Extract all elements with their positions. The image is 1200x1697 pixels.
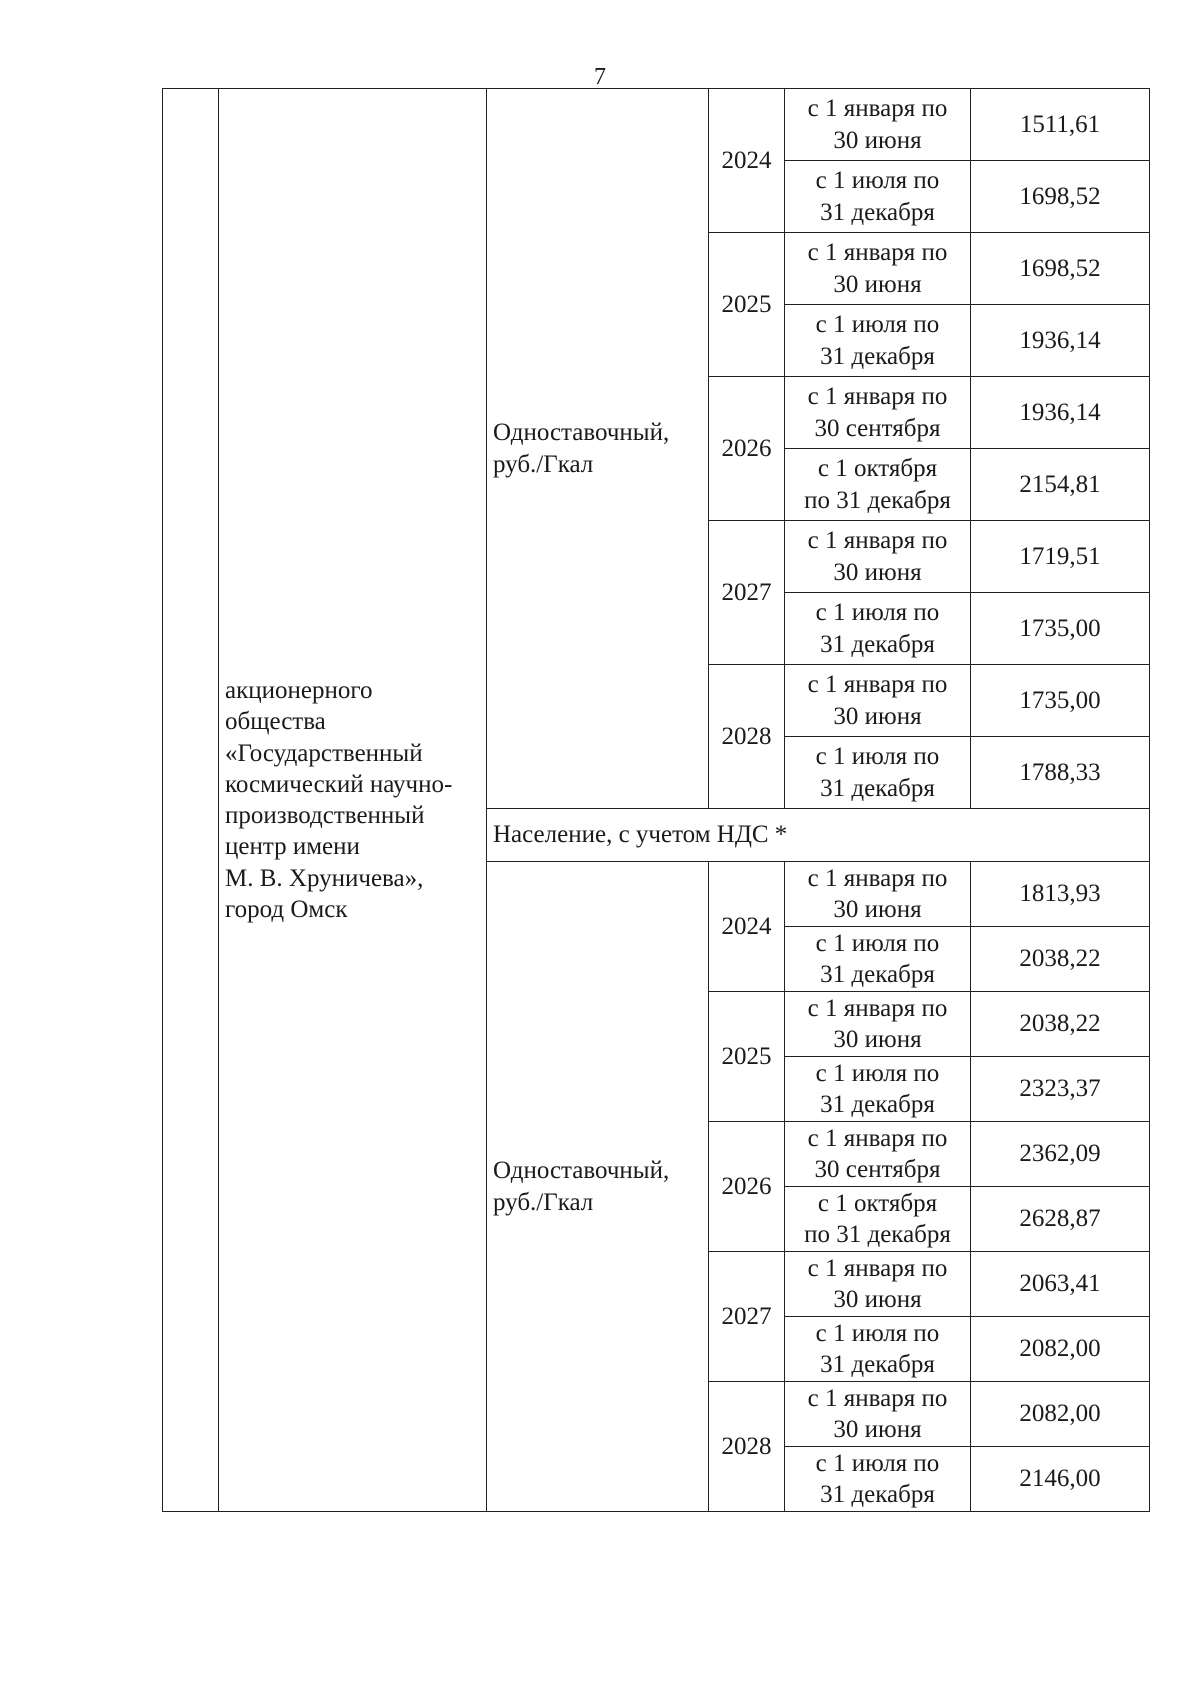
period-line: с 1 июля по <box>815 1319 940 1347</box>
period-line: 31 декабря <box>820 630 935 658</box>
section-title: Население, с учетом НДС * <box>487 809 1150 862</box>
organization-line: «Государственный <box>225 739 423 767</box>
period-cell <box>785 737 971 809</box>
organization-line: город Омск <box>225 895 348 923</box>
period-cell <box>785 233 971 305</box>
year-cell: 2024 <box>709 862 785 992</box>
period-cell <box>785 161 971 233</box>
tariff-value-cell: 2154,81 <box>971 449 1150 521</box>
organization-cell <box>219 89 487 1512</box>
period-line: с 1 января по <box>807 1384 948 1412</box>
tariff-table <box>162 88 1150 1512</box>
period-cell <box>785 1122 971 1187</box>
period-line: 31 декабря <box>820 1351 935 1378</box>
organization-line: космический научно- <box>225 770 453 798</box>
tariff-type-line: Одноставочный, <box>493 1157 670 1185</box>
period-cell <box>785 305 971 377</box>
period-cell <box>785 449 971 521</box>
period-cell <box>785 1057 971 1122</box>
tariff-type-cell <box>487 862 709 1512</box>
period-line: 31 декабря <box>820 342 935 370</box>
period-line: 30 июня <box>833 126 922 154</box>
page-number: 7 <box>594 64 606 90</box>
period-line: 30 июня <box>833 1026 922 1053</box>
period-cell <box>785 1447 971 1512</box>
period-line: с 1 июля по <box>815 599 940 627</box>
period-line: с 1 января по <box>807 239 948 267</box>
tariff-value-cell: 1936,14 <box>971 377 1150 449</box>
period-line: с 1 января по <box>807 527 948 555</box>
period-line: 31 декабря <box>820 198 935 226</box>
tariff-value-cell: 2063,41 <box>971 1252 1150 1317</box>
tariff-value-cell: 2038,22 <box>971 927 1150 992</box>
tariff-value-cell: 1511,61 <box>971 89 1150 161</box>
period-cell <box>785 862 971 927</box>
period-cell <box>785 1187 971 1252</box>
period-line: с 1 января по <box>807 1124 948 1152</box>
period-line: с 1 июля по <box>815 929 940 957</box>
period-cell <box>785 665 971 737</box>
tariff-table-body <box>163 89 1150 1512</box>
tariff-value-cell: 2323,37 <box>971 1057 1150 1122</box>
year-cell: 2027 <box>709 521 785 665</box>
period-line: 30 июня <box>833 1416 922 1443</box>
tariff-value-cell: 1719,51 <box>971 521 1150 593</box>
year-cell: 2026 <box>709 1122 785 1252</box>
tariff-type-line: руб./Гкал <box>493 450 594 478</box>
tariff-value-cell: 1936,14 <box>971 305 1150 377</box>
tariff-type-line: руб./Гкал <box>493 1188 594 1216</box>
period-cell <box>785 1382 971 1447</box>
period-line: 30 сентября <box>814 1156 941 1183</box>
period-cell <box>785 377 971 449</box>
period-line: с 1 октября <box>817 1189 938 1217</box>
table-row <box>163 89 1150 161</box>
period-line: 30 июня <box>833 896 922 923</box>
year-cell: 2028 <box>709 1382 785 1512</box>
period-line: с 1 января по <box>807 383 948 411</box>
tariff-type-line: Одноставочный, <box>493 419 670 447</box>
organization-line: общества <box>225 708 326 736</box>
period-line: 31 декабря <box>820 774 935 802</box>
period-line: с 1 января по <box>807 994 948 1022</box>
organization-line: М. В. Хруничева», <box>225 864 424 892</box>
period-cell <box>785 992 971 1057</box>
period-line: по 31 декабря <box>804 1221 951 1248</box>
tariff-value-cell: 2082,00 <box>971 1382 1150 1447</box>
period-line: по 31 декабря <box>804 486 951 514</box>
organization-line: центр имени <box>225 833 360 861</box>
period-line: 30 июня <box>833 702 922 730</box>
tariff-value-cell: 1698,52 <box>971 233 1150 305</box>
year-cell: 2025 <box>709 992 785 1122</box>
row-number-cell <box>163 89 219 1512</box>
organization-line: производственный <box>225 802 425 829</box>
year-cell: 2027 <box>709 1252 785 1382</box>
period-line: с 1 января по <box>807 864 948 892</box>
period-line: с 1 июля по <box>815 167 940 195</box>
period-line: с 1 июля по <box>815 1059 940 1087</box>
tariff-value-cell: 1788,33 <box>971 737 1150 809</box>
period-cell <box>785 89 971 161</box>
period-cell <box>785 521 971 593</box>
period-cell <box>785 1317 971 1382</box>
year-cell: 2024 <box>709 89 785 233</box>
year-cell: 2026 <box>709 377 785 521</box>
period-line: с 1 января по <box>807 671 948 699</box>
period-cell <box>785 927 971 992</box>
period-line: 30 июня <box>833 270 922 298</box>
organization-line: акционерного <box>225 677 373 704</box>
period-line: 30 июня <box>833 1286 922 1313</box>
tariff-value-cell: 1735,00 <box>971 593 1150 665</box>
tariff-value-cell: 2146,00 <box>971 1447 1150 1512</box>
period-line: 30 июня <box>833 558 922 586</box>
period-line: с 1 января по <box>807 95 948 123</box>
tariff-value-cell: 1735,00 <box>971 665 1150 737</box>
period-line: с 1 января по <box>807 1254 948 1282</box>
period-line: с 1 июля по <box>815 311 940 339</box>
period-cell <box>785 593 971 665</box>
tariff-value-cell: 1698,52 <box>971 161 1150 233</box>
period-line: с 1 июля по <box>815 743 940 771</box>
period-line: 31 декабря <box>820 1481 935 1508</box>
tariff-value-cell: 1813,93 <box>971 862 1150 927</box>
tariff-type-cell <box>487 89 709 809</box>
period-line: с 1 октября <box>817 455 938 483</box>
year-cell: 2025 <box>709 233 785 377</box>
tariff-value-cell: 2628,87 <box>971 1187 1150 1252</box>
tariff-value-cell: 2038,22 <box>971 992 1150 1057</box>
period-line: 30 сентября <box>814 414 941 442</box>
period-line: 31 декабря <box>820 961 935 988</box>
period-cell <box>785 1252 971 1317</box>
period-line: 31 декабря <box>820 1091 935 1118</box>
year-cell: 2028 <box>709 665 785 809</box>
tariff-value-cell: 2362,09 <box>971 1122 1150 1187</box>
period-line: с 1 июля по <box>815 1449 940 1477</box>
tariff-value-cell: 2082,00 <box>971 1317 1150 1382</box>
